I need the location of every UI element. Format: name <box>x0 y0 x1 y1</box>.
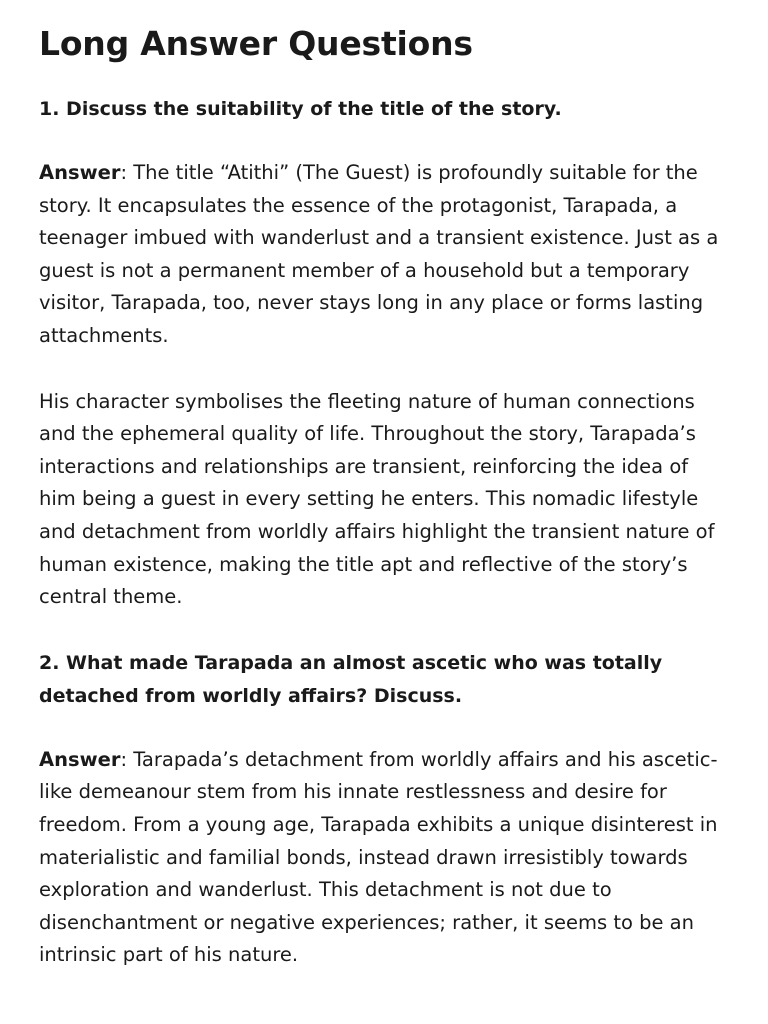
answer-2-text: Tarapada’s detachment from worldly affairs and his ascetic-like demeanour stem from his innate restlessness and desire for freedom. From a young age, Tarapada exhibits a unique disinterest in materialistic and familial bonds, instead drawn irresistibly towards exploration and wanderlust. This detachment is not due to disenchantment or negative experiences; rather, it seems to be an intrinsic part of his nature. <box>39 747 718 967</box>
answer-1-text: The title “Atithi” (The Guest) is profoundly suitable for the story. It encapsulates the essence of the protagonist, Tarapada, a teenager imbued with wanderlust and a transient existence. Just as a guest is not a permanent member of a household but a temporary visitor, Tarapada, too, never stays long in any place or forms lasting attachments. <box>39 161 719 347</box>
answer-colon: : <box>120 747 128 771</box>
answer-1-paragraph-1 <box>39 157 730 353</box>
answer-colon: : <box>120 161 128 184</box>
answer-1-paragraph-2: His character symbolises the fleeting nature of human connections and the ephemeral quality of life. Throughout the story, Tarapada’s interactions and relationships are transient, reinforcing the idea of him being a guest in every setting he enters. This nomadic lifestyle and detachment from worldly affairs highlight the transient nature of human existence, making the title apt and reflective of the story’s central theme. <box>39 389 715 609</box>
question-2: 2. What made Tarapada an almost ascetic who was totally detached from worldly affairs? Discuss. <box>39 651 663 707</box>
question-1: 1. Discuss the suitability of the title of the story. <box>39 98 562 120</box>
answer-2-paragraph-1 <box>39 744 730 972</box>
answer-label: Answer <box>39 747 121 771</box>
page-title: Long Answer Questions <box>39 24 473 63</box>
answer-label: Answer <box>39 161 121 184</box>
